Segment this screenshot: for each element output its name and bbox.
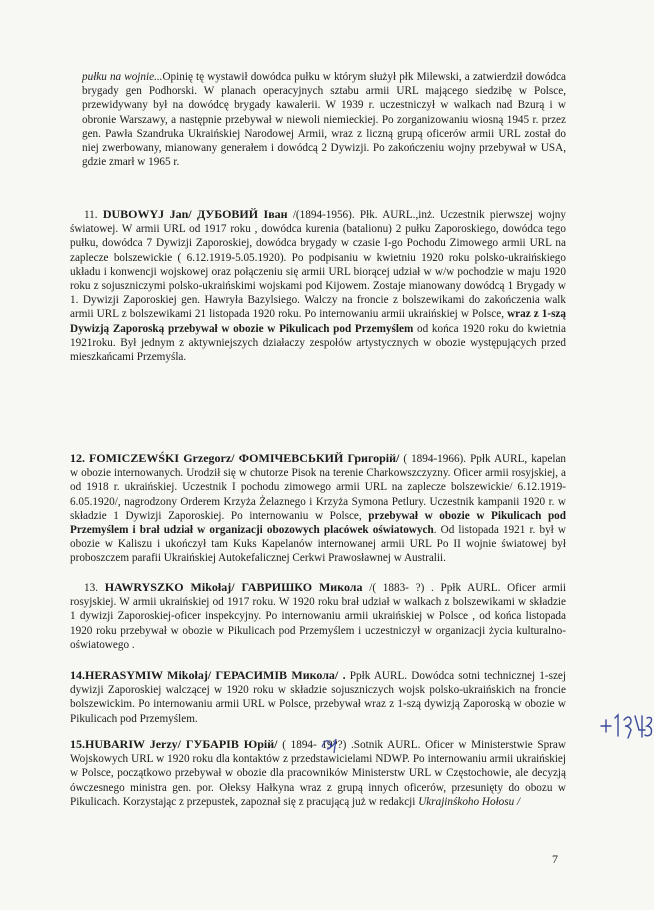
entry-number: 11. [84, 209, 98, 221]
entry-name: FOMICZEWŚKI Grzegorz/ ФОМІЧЕВСЬКИЙ Григорій/ [89, 451, 400, 465]
entry-11 [70, 207, 566, 364]
entry-name: 14.HERASYMIW Mikołaj/ ГЕРАСИМІВ Микола/ . [70, 668, 346, 682]
italic-title: Ukrajinśkoho Hołosu / [418, 795, 521, 808]
entry-text: ( 1894- 19??) .Sotnik AURL. Oficer w Ministerstwie Spraw Wojskowych URL w 1920 roku dla kontaktów z przedstawicielami NDWP. Po internowaniu armii ukraińskiej w Polsce, początkowo przebywał w obozie dla pracowników Ministerstw URL w Częstochowie, ale decyzją ówczesnego ministra gen. por. Ołeksy Hałkyna wraz z grupą innych oficerów, przesunięty do obozu w Pikulicach. Korzystając z przepustek, zapoznał się z pracującą już w redakcji [70, 739, 566, 808]
entry-name: HAWRYSZKO Mikołaj/ ГАВРИШКО Микола [104, 580, 363, 594]
entry-name: DUBOWYJ Jan/ ДУБОВИЙ Іван [102, 207, 288, 221]
entry-text: /(1894-1956). Płk. AURL.,inż. Uczestnik pierwszej wojny światowej. W armii URL od 1917 roku , dowódca kurenia (batalionu) 2 pułku Zaporoskiego, dowódca tego pułku, dowódca 7 Dywizji Zaporoskiej, dowódca brygady w czasie I-go Pochodu Zimowego armii URL na zaplecze bolszewickie ( 6.12.1919-5.05.1920). Po podpisaniu w kwietniu 1920 roku polsko-ukraińskiego układu i konwencji wojskowej oraz połączeniu się armii URL biorącej udział w w/w pochodzie w maju 1920 roku z sojuszniczymi polsko-ukraińskimi wojskami pod Kijowem. Zostaje mianowany dowódcą 1 Brygady w 1. Dywizji Zaporoskiej gen. Hawryła Bazylsiego. Walczy na froncie z bolszewikami do zakończenia walk armii URL z bolszewikami 21 listopada 1920 roku. Po internowaniu armii ukraińskiej w Polsce, [70, 209, 566, 321]
entry-bold-text: wraz z 1-szą Dywizją Zaporoską przebywał w obozie w Pikulicach pod Przemyślem [70, 308, 566, 335]
entry-number: 12. [70, 451, 85, 465]
handwritten-correction [318, 735, 342, 755]
entry-12 [70, 451, 566, 566]
paragraph-intro [82, 70, 566, 169]
entry-bold-text: przebywał w obozie w Pikulicach pod Przemyślem i brał udział w organizacji obozowych placówek oświatowych [70, 509, 567, 537]
entry-text: ( 1894-1966). Ppłk AURL, kapelan w obozie internowanych. Urodził się w chutorze Pisok na terenie Charkowszczyzny. Oficer armii rosyjskiej, a od 1918 r. ukraińskiej. Uczestnik I pochodu zimowego armii URL na zaplecze bolszewickie/ 6.12.1919-6.05.1920/, nagrodzony Orderem Krzyża Żelaznego i Krzyża Symona Petlury. Uczestnik kampanii 1920 r. w składzie 1 Dywizji Zaporoskiej. Po internowaniu w Polsce, [70, 453, 567, 522]
entry-text: /( 1883- ?) . Ppłk AURL. Oficer armii rosyjskiej. W armii ukraińskiej od 1917 roku. W 1920 roku brał udział w walkach z bolszewikami w składzie 1 dywizji Zaporoskiej-oficer inspekcyjny. Po internowaniu armii ukraińskiej w Polsce , od końca listopada 1920 roku przebywał w obozie w Pikulicach pod Przemyślem i uczestniczył w organizacji życia kulturalno-oświatowego . [70, 582, 566, 651]
entry-text: Ppłk AURL. Dowódca sotni technicznej 1-szej dywizji Zaporoskiej walczącej w 1920 roku w składzie sojuszniczych wojsk polsko-ukraińskich na froncie bolszewickim. Po internowaniu armii URL w Polsce, przebywał wraz z 1-szą dywizją Zaporoską w obozie w Pikulicach pod Przemyślem. [70, 670, 566, 725]
entry-text-2: . Od listopada 1921 r. był w obozie w Kaliszu i ukończył tam Kuks Kapelanów internowanej armii URL Po II wojnie światowej był proboszczem parafii Ukraińskiej Autokefalicznej Cerkwi Prawosławnej w Australii. [70, 524, 566, 565]
page-number: 7 [552, 852, 558, 866]
italic-lead: pułku na wojnie... [82, 71, 163, 83]
entry-text-2: od końca 1920 roku do kwietnia 1921roku. Był jednym z aktywniejszych działaczy zespołów artystycznych w obozie występujących przed mieszkańcami Przemyśla. [70, 322, 566, 364]
entry-13 [70, 580, 566, 652]
entry-14 [70, 668, 566, 726]
entry-number: 13. [84, 582, 98, 594]
entry-name: 15.HUBARIW Jerzy/ ГУБАРІВ Юрій/ [70, 737, 278, 751]
paragraph-text: Opinię tę wystawił dowódca pułku w którym służył płk Milewski, a zatwierdził dowódca brygady gen Podhorski. W planach operacyjnych sztabu armii URL mającego siedzibę w Polsce, przewidywany był na dowódcę brygady kawalerii. W 1939 r. uczestniczył w walkach nad Bzurą i w obronie Warszawy, a następnie przebywał w niewoli niemieckiej. Po zorganizowaniu wiosną 1945 r. przez gen. Pawła Szandruka Ukraińskiej Narodowej Armii, wraz z liczną grupą oficerów armii URL został do niej zwerbowany, mianowany generałem i dowódcą 2 Dywizji. Po zakończeniu wojny przebywał w USA, gdzie zmarł w 1965 r. [82, 71, 566, 169]
handwritten-note-mark [598, 704, 654, 744]
